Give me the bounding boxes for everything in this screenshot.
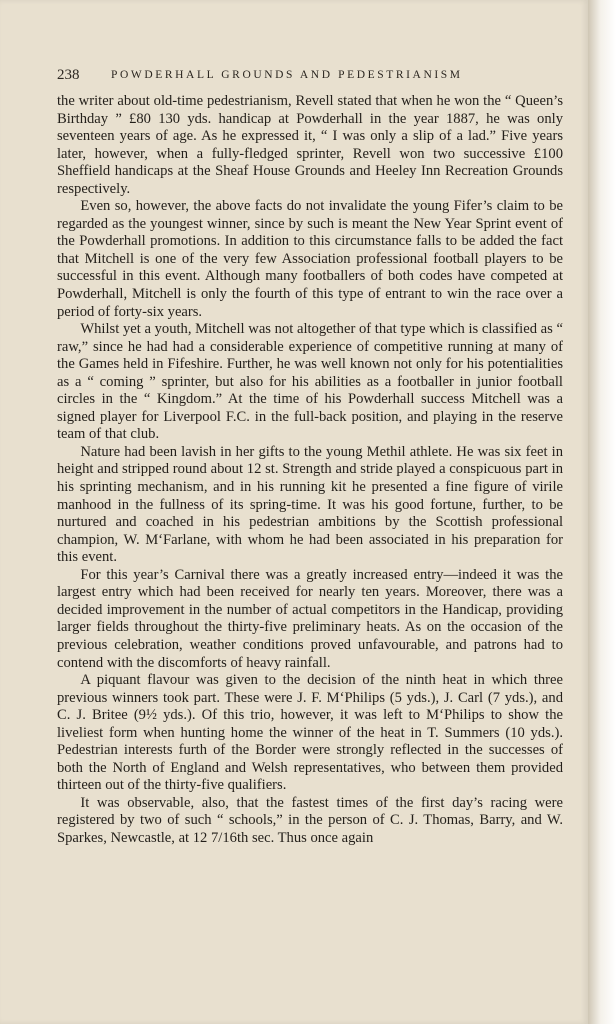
running-head: POWDERHALL GROUNDS AND PEDESTRIANISM xyxy=(111,69,463,81)
body-text xyxy=(57,93,563,848)
paragraph: A piquant flavour was given to the decision of the ninth heat in which three previous winners took part. These were J. F. M‘Philips (5 yds.), J. Carl (7 yds.), and C. J. Britee (9½ yds.). Of this trio, however, it was left to M‘Philips to show the liveliest form when hunting home the winner of the heat in T. Summers (10 yds.). Pedestrian interests furth of the Border were strongly reflected in the successes of both the North of England and Welsh representatives, who between them provided thirteen out of the thirty-five qualifiers. xyxy=(57,672,563,794)
paragraph: It was observable, also, that the fastest times of the first day’s racing were registered by two of such “ schools,” in the person of C. J. Thomas, Barry, and W. Sparkes, Newcastle, at 12 7/16th sec. Thus once again xyxy=(57,794,563,846)
page-number: 238 xyxy=(57,67,80,83)
paragraph: Whilst yet a youth, Mitchell was not altogether of that type which is classified as “ raw,” since he had had a considerable experience of competitive running at many of the Games held in Fifeshire. Further, he was well known not only for his potentialities as a “ coming ” sprinter, but also for his abilities as a footballer in junior football circles in the “ Kingdom.” At the time of his Powderhall success Mitchell was a signed player for Liverpool F.C. in the full-back position, and playing in the reserve team of that club. xyxy=(57,321,563,443)
paragraph: For this year’s Carnival there was a greatly increased entry—indeed it was the largest entry which had been received for nearly ten years. Moreover, there was a decided improvement in the number of actual competitors in the Handicap, providing larger fields throughout the thirty-five preliminary heats. As on the occasion of the previous celebration, weather conditions proved unfavourable, and patrons had to contend with the discomforts of heavy rainfall. xyxy=(57,566,563,671)
paragraph: the writer about old-time pedestrianism, Revell stated that when he won the “ Queen’s Birthday ” £80 130 yds. handicap at Powderhall in the year 1887, he was only seventeen years of age. As he expressed it, “ I was only a slip of a lad.” Five years later, however, when a fully-fledged sprinter, Revell won two successive £100 Sheffield handicaps at the Sheaf House Grounds and Heeley Inn Recreation Grounds respectively. xyxy=(57,93,563,197)
paragraph: Even so, however, the above facts do not invalidate the young Fifer’s claim to be regarded as the youngest winner, since by such is meant the New Year Sprint event of the Powderhall promotions. In addition to this circumstance falls to be added the fact that Mitchell is one of the very few Association professional football players to be successful in this event. Although many footballers of both codes have competed at Powderhall, Mitchell is only the fourth of this type of entrant to win the race over a period of forty-six years. xyxy=(57,198,563,320)
page-edge xyxy=(588,0,616,1024)
paragraph: Nature had been lavish in her gifts to the young Methil athlete. He was six feet in height and stripped round about 12 st. Strength and stride played a conspicuous part in his sprinting mechanism, and in his running kit he presented a fine figure of virile manhood in the fullness of its spring-time. It was his good fortune, further, to be nurtured and coached in his pedestrian ambitions by the Scottish professional champion, W. M‘Farlane, with whom he had been associated in his preparation for this event. xyxy=(57,443,563,566)
